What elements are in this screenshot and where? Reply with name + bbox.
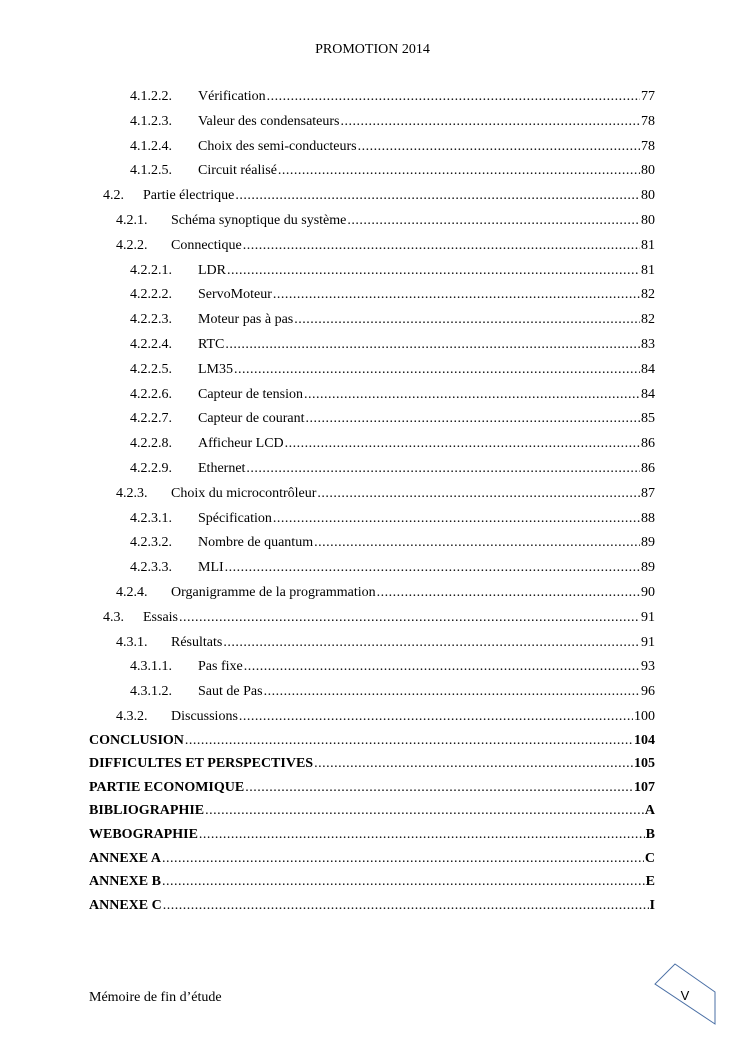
toc-dot-leader (317, 483, 640, 505)
toc-entry[interactable] (89, 800, 655, 824)
toc-dot-leader (294, 309, 640, 331)
toc-entry-title: Résultats (171, 634, 223, 650)
toc-entry-page: I (649, 897, 655, 913)
toc-entry-number: 4.2.3. (116, 485, 148, 501)
toc-dot-leader (273, 284, 640, 306)
toc-entry-page: 82 (641, 287, 655, 303)
toc-entry-title: Choix du microcontrôleur (171, 485, 317, 501)
toc-entry-title: BIBLIOGRAPHIE (89, 803, 205, 819)
page-number: V (680, 988, 690, 1003)
toc-entry[interactable] (130, 86, 655, 110)
toc-entry-page: 93 (641, 659, 655, 675)
toc-entry-title: Ethernet (198, 461, 246, 476)
toc-entry-page: E (645, 874, 655, 890)
toc-dot-leader (244, 656, 640, 678)
toc-entry-page: 90 (641, 585, 655, 600)
toc-entry-title: ANNEXE A (89, 850, 161, 866)
toc-entry-page: 84 (641, 386, 655, 402)
toc-entry[interactable] (130, 309, 655, 333)
toc-dot-leader (235, 185, 640, 207)
toc-entry-page: 91 (641, 609, 655, 625)
toc-entry[interactable] (89, 871, 655, 895)
toc-entry[interactable] (89, 730, 655, 754)
toc-entry[interactable] (130, 384, 655, 408)
toc-entry[interactable] (116, 210, 655, 234)
toc-entry[interactable] (130, 284, 655, 308)
toc-dot-leader (205, 800, 644, 822)
toc-entry-page: 107 (634, 779, 655, 795)
toc-dot-leader (358, 136, 640, 158)
toc-entry-number: 4.3. (103, 609, 124, 625)
toc-entry-number: 4.2.2.9. (130, 461, 172, 476)
toc-dot-leader (245, 777, 633, 799)
toc-entry-title: Pas fixe (198, 659, 243, 675)
toc-entry[interactable] (89, 824, 655, 848)
toc-entry-page: 84 (641, 361, 655, 377)
toc-dot-leader (314, 753, 633, 775)
toc-entry[interactable] (130, 334, 655, 358)
toc-dot-leader (314, 532, 640, 554)
toc-entry-page: 82 (641, 312, 655, 328)
toc-entry[interactable] (89, 848, 655, 872)
toc-entry[interactable] (130, 656, 655, 680)
toc-dot-leader (341, 111, 640, 133)
toc-dot-leader (377, 582, 640, 604)
toc-entry-page: 77 (641, 89, 655, 104)
toc-entry-title: Connectique (171, 237, 242, 253)
toc-entry-title: Afficheur LCD (198, 436, 284, 452)
toc-entry[interactable] (130, 557, 655, 581)
toc-entry[interactable] (130, 433, 655, 457)
toc-dot-leader (162, 871, 645, 893)
toc-entry-title: Partie électrique (143, 188, 235, 204)
toc-entry-title: Schéma synoptique du système (171, 213, 347, 228)
toc-entry-number: 4.2.4. (116, 585, 148, 600)
toc-dot-leader (304, 384, 640, 406)
toc-entry-number: 4.2.2.1. (130, 262, 172, 278)
toc-entry-number: 4.2.2.6. (130, 386, 172, 402)
toc-dot-leader (246, 458, 640, 480)
toc-entry-number: 4.2. (103, 188, 124, 204)
toc-entry-title: DIFFICULTES ET PERSPECTIVES (89, 756, 314, 772)
toc-dot-leader (162, 848, 644, 870)
toc-dot-leader (225, 334, 640, 356)
toc-entry[interactable] (116, 582, 655, 606)
toc-entry-page: 104 (634, 732, 655, 748)
toc-entry[interactable] (89, 777, 655, 801)
toc-entry-title: Capteur de courant (198, 411, 305, 427)
toc-entry-number: 4.2.2.8. (130, 436, 172, 452)
toc-entry-page: 89 (641, 535, 655, 551)
toc-entry-number: 4.2.3.2. (130, 535, 172, 551)
toc-entry[interactable] (103, 185, 655, 209)
toc-entry-title: Valeur des condensateurs (198, 113, 340, 129)
toc-entry-number: 4.2.3.3. (130, 560, 172, 576)
toc-entry-title: PARTIE ECONOMIQUE (89, 779, 245, 795)
toc-entry-page: 80 (641, 163, 655, 179)
toc-entry-number: 4.2.2.3. (130, 312, 172, 328)
toc-entry-page: 80 (641, 213, 655, 228)
toc-entry-page: 85 (641, 411, 655, 427)
toc-entry-page: 81 (641, 262, 655, 278)
toc-entry[interactable] (130, 681, 655, 705)
toc-entry[interactable] (130, 458, 655, 482)
toc-entry-page: 81 (641, 237, 655, 253)
toc-entry-title: Circuit réalisé (198, 163, 277, 179)
toc-entry-page: 105 (634, 756, 655, 772)
toc-entry-number: 4.1.2.3. (130, 113, 172, 129)
toc-entry-page: 78 (641, 113, 655, 129)
toc-dot-leader (227, 260, 640, 282)
toc-entry[interactable] (130, 359, 655, 383)
page-header: PROMOTION 2014 (315, 42, 430, 57)
toc-entry-page: 86 (641, 461, 655, 476)
toc-entry-title: WEBOGRAPHIE (89, 827, 198, 842)
toc-entry[interactable] (130, 508, 655, 532)
toc-entry-page: 86 (641, 436, 655, 452)
toc-entry[interactable] (89, 753, 655, 777)
toc-entry[interactable] (103, 607, 655, 631)
toc-entry-number: 4.3.1.1. (130, 659, 172, 675)
toc-entry-page: 87 (641, 485, 655, 501)
toc-entry[interactable] (116, 235, 655, 259)
toc-entry-number: 4.3.1.2. (130, 684, 172, 700)
toc-dot-leader (243, 235, 640, 257)
toc-entry-title: Discussions (171, 709, 238, 724)
toc-entry-number: 4.2.2.2. (130, 287, 172, 303)
toc-entry-number: 4.1.2.5. (130, 163, 172, 179)
toc-dot-leader (264, 681, 640, 703)
toc-entry[interactable] (130, 111, 655, 135)
toc-entry[interactable] (130, 408, 655, 432)
toc-dot-leader (163, 895, 649, 917)
toc-entry-title: Essais (143, 609, 178, 625)
toc-entry-page: A (644, 803, 655, 819)
toc-entry-number: 4.2.2.4. (130, 337, 172, 352)
toc-dot-leader (278, 160, 640, 182)
toc-entry-title: CONCLUSION (89, 732, 184, 748)
toc-dot-leader (306, 408, 640, 430)
toc-entry-page: 80 (641, 188, 655, 204)
toc-entry-page: 78 (641, 138, 655, 154)
toc-dot-leader (199, 824, 645, 846)
toc-entry-title: ANNEXE C (89, 897, 162, 913)
toc-entry-title: ANNEXE B (89, 874, 161, 890)
toc-entry-page: 83 (641, 337, 655, 352)
toc-entry-number: 4.1.2.2. (130, 89, 172, 104)
toc-entry-title: ServoMoteur (198, 287, 272, 303)
toc-dot-leader (239, 706, 633, 728)
toc-dot-leader (225, 557, 640, 579)
toc-dot-leader (179, 607, 640, 629)
footer-text: Mémoire de fin d’étude (89, 990, 222, 1005)
toc-entry-number: 4.2.3.1. (130, 510, 172, 526)
toc-entry-title: LM35 (198, 361, 233, 377)
toc-entry[interactable] (89, 895, 655, 919)
toc-entry-title: Moteur pas à pas (198, 312, 294, 328)
toc-entry-number: 4.2.2.7. (130, 411, 172, 427)
toc-entry[interactable] (116, 706, 655, 730)
toc-entry-title: MLI (198, 560, 224, 576)
toc-entry-title: Choix des semi-conducteurs (198, 138, 357, 154)
toc-entry[interactable] (116, 632, 655, 656)
toc-entry[interactable] (130, 532, 655, 556)
toc-entry-number: 4.2.1. (116, 213, 148, 228)
toc-entry-number: 4.2.2. (116, 237, 148, 253)
toc-dot-leader (273, 508, 640, 530)
toc-entry[interactable] (130, 160, 655, 184)
toc-entry[interactable] (116, 483, 655, 507)
toc-entry-title: Capteur de tension (198, 386, 303, 402)
page-number-badge (653, 962, 717, 1026)
toc-dot-leader (234, 359, 640, 381)
toc-entry-page: 88 (641, 510, 655, 526)
toc-entry-page: 96 (641, 684, 655, 700)
toc-entry-page: 91 (641, 634, 655, 650)
toc-dot-leader (267, 86, 640, 108)
toc-entry-number: 4.1.2.4. (130, 138, 172, 154)
toc-entry-title: Nombre de quantum (198, 535, 314, 551)
toc-entry-title: LDR (198, 262, 226, 278)
toc-entry-page: 100 (634, 709, 655, 724)
toc-dot-leader (285, 433, 640, 455)
toc-entry-number: 4.3.2. (116, 709, 148, 724)
toc-entry[interactable] (130, 260, 655, 284)
toc-entry-page: C (644, 850, 655, 866)
toc-dot-leader (185, 730, 633, 752)
toc-entry-title: Spécification (198, 510, 272, 526)
toc-entry-page: B (645, 827, 655, 842)
toc-entry-number: 4.3.1. (116, 634, 148, 650)
toc-entry-title: Vérification (198, 89, 266, 104)
toc-entry-title: RTC (198, 337, 225, 352)
toc-entry-title: Organigramme de la programmation (171, 585, 376, 600)
toc-dot-leader (347, 210, 640, 232)
toc-entry[interactable] (130, 136, 655, 160)
toc-dot-leader (223, 632, 640, 654)
toc-entry-title: Saut de Pas (198, 684, 263, 700)
toc-entry-page: 89 (641, 560, 655, 576)
toc-entry-number: 4.2.2.5. (130, 361, 172, 377)
